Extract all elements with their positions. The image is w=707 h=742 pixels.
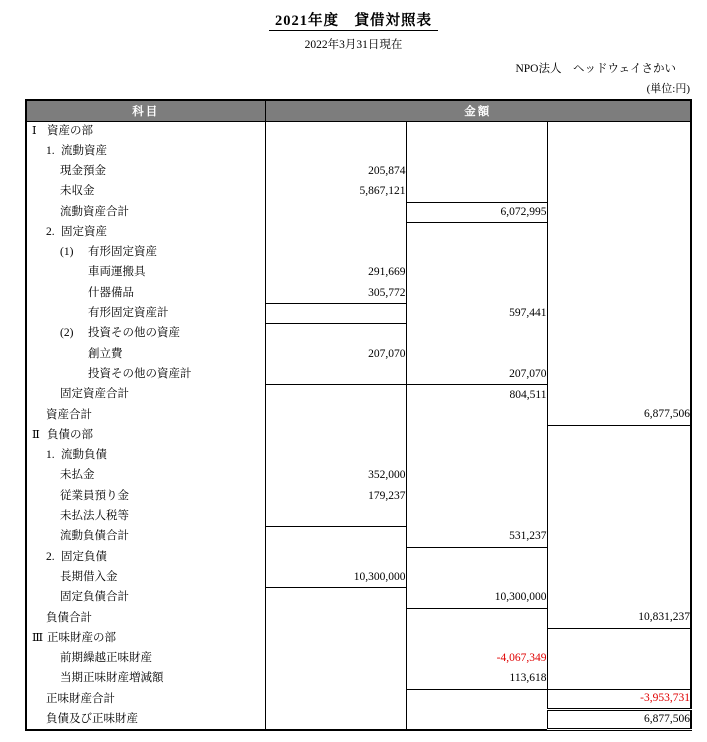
amount-cell-c4 <box>547 344 691 364</box>
organization-name: NPO法人 ヘッドウェイさかい <box>515 63 676 75</box>
account-label-cell <box>26 162 265 182</box>
account-label-cell <box>26 324 265 344</box>
table-body <box>26 121 691 730</box>
row-marker: 2. <box>46 550 55 563</box>
amount-value: 804,511 <box>509 388 547 401</box>
amount-cell-c2 <box>265 344 406 364</box>
account-label: 創立費 <box>88 347 123 360</box>
account-label: 投資その他の資産計 <box>88 367 192 380</box>
table-row <box>26 243 691 263</box>
account-label-cell <box>26 222 265 242</box>
amount-cell-c3 <box>406 608 547 628</box>
amount-value: 207,070 <box>368 347 406 360</box>
amount-cell-c4 <box>547 141 691 161</box>
amount-value: 205,874 <box>368 164 406 177</box>
table-row <box>26 385 691 405</box>
row-marker: Ⅱ <box>32 428 40 441</box>
account-label-cell <box>26 486 265 506</box>
amount-value: 597,441 <box>509 307 547 320</box>
table-row <box>26 486 691 506</box>
amount-value: 6,072,995 <box>500 205 547 218</box>
table-row <box>26 507 691 527</box>
table-row <box>26 446 691 466</box>
account-label: 流動負債合計 <box>60 530 129 543</box>
amount-value: 10,831,237 <box>638 611 690 624</box>
amount-cell-c4 <box>547 385 691 405</box>
account-label-cell <box>26 243 265 263</box>
amount-value: 6,877,506 <box>644 408 690 421</box>
amount-cell-c2 <box>265 507 406 527</box>
amount-cell-c2 <box>265 162 406 182</box>
amount-cell-c4 <box>547 222 691 242</box>
column-header-amount: 金額 <box>265 100 691 121</box>
amount-cell-c2 <box>265 385 406 405</box>
account-label: 固定負債 <box>61 550 107 563</box>
amount-cell-c4 <box>547 527 691 547</box>
row-marker: 1. <box>46 449 55 462</box>
table-row <box>26 608 691 628</box>
amount-cell-c3 <box>406 141 547 161</box>
account-label: 負債及び正味財産 <box>46 712 138 725</box>
unit-label: (単位:円) <box>646 83 690 95</box>
amount-cell-c2 <box>265 649 406 669</box>
account-label-cell <box>26 608 265 628</box>
account-label: 流動資産 <box>61 144 107 157</box>
account-label-cell <box>26 507 265 527</box>
account-label: 従業員預り金 <box>60 489 129 502</box>
amount-cell-c4 <box>547 304 691 324</box>
amount-value: 10,300,000 <box>353 570 406 583</box>
account-label-cell <box>26 283 265 303</box>
table-row <box>26 405 691 425</box>
amount-value: -4,067,349 <box>496 652 547 665</box>
account-label-cell <box>26 527 265 547</box>
account-label-cell <box>26 466 265 486</box>
account-label: 投資その他の資産 <box>88 327 180 340</box>
account-label-cell <box>26 588 265 608</box>
account-label: 資産合計 <box>46 408 92 421</box>
amount-cell-c2 <box>265 182 406 202</box>
table-row <box>26 365 691 385</box>
amount-value: -3,953,731 <box>640 692 690 705</box>
row-marker: 1. <box>46 144 55 157</box>
amount-cell-c2 <box>265 222 406 242</box>
amount-cell-c3 <box>406 527 547 547</box>
amount-cell-c3 <box>406 162 547 182</box>
amount-cell-c2 <box>265 243 406 263</box>
account-label-cell <box>26 547 265 567</box>
amount-value: 179,237 <box>368 489 406 502</box>
amount-cell-c2 <box>265 202 406 222</box>
amount-cell-c2 <box>265 446 406 466</box>
amount-cell-c2 <box>265 568 406 588</box>
amount-cell-c3 <box>406 588 547 608</box>
amount-cell-c4 <box>547 486 691 506</box>
table-row <box>26 182 691 202</box>
account-label: 現金預金 <box>60 164 106 177</box>
table-row <box>26 547 691 567</box>
account-label-cell <box>26 405 265 425</box>
account-label: 資産の部 <box>47 124 93 137</box>
amount-cell-c4 <box>547 283 691 303</box>
table-row <box>26 283 691 303</box>
amount-cell-c3 <box>406 710 547 730</box>
account-label-cell <box>26 710 265 730</box>
amount-value: 531,237 <box>509 530 547 543</box>
amount-cell-c4 <box>547 405 691 425</box>
amount-cell-c4 <box>547 425 691 445</box>
amount-value: 6,877,506 <box>644 713 690 725</box>
amount-cell-c3 <box>406 182 547 202</box>
amount-cell-c2 <box>265 365 406 385</box>
account-label: 正味財産合計 <box>46 692 115 705</box>
table-row <box>26 466 691 486</box>
account-label-cell <box>26 669 265 689</box>
table-row <box>26 121 691 141</box>
account-label: 正味財産の部 <box>47 631 116 644</box>
account-label: 流動負債 <box>61 449 107 462</box>
table-row <box>26 425 691 445</box>
amount-cell-c4 <box>547 202 691 222</box>
amount-value: 5,867,121 <box>359 185 406 198</box>
row-marker: Ⅰ <box>32 124 37 137</box>
amount-cell-c4 <box>547 365 691 385</box>
amount-cell-c2 <box>265 304 406 324</box>
table-row <box>26 304 691 324</box>
account-label-cell <box>26 304 265 324</box>
amount-cell-c2 <box>265 486 406 506</box>
amount-value: 305,772 <box>368 286 406 299</box>
amount-cell-c3 <box>406 466 547 486</box>
amount-cell-c3 <box>406 365 547 385</box>
row-marker: 2. <box>46 225 55 238</box>
amount-cell-c4 <box>547 568 691 588</box>
amount-value: 352,000 <box>368 469 406 482</box>
account-label: 固定資産 <box>61 225 107 238</box>
amount-cell-c4 <box>547 243 691 263</box>
table-header-row <box>26 100 691 121</box>
amount-cell-c3 <box>406 222 547 242</box>
amount-cell-c2 <box>265 121 406 141</box>
account-label-cell <box>26 649 265 669</box>
amount-cell-c3 <box>406 425 547 445</box>
amount-cell-c3 <box>406 568 547 588</box>
amount-cell-c4 <box>547 162 691 182</box>
amount-cell-c2 <box>265 283 406 303</box>
amount-cell-c4 <box>547 324 691 344</box>
amount-cell-c2 <box>265 263 406 283</box>
amount-cell-c4 <box>547 263 691 283</box>
amount-cell-c2 <box>265 324 406 344</box>
amount-cell-c3 <box>406 243 547 263</box>
account-label: 未払法人税等 <box>60 510 129 523</box>
amount-cell-c3 <box>406 385 547 405</box>
amount-value: 291,669 <box>368 266 406 279</box>
table-row <box>26 689 691 709</box>
amount-cell-c4 <box>547 628 691 648</box>
account-label-cell <box>26 202 265 222</box>
table-row <box>26 263 691 283</box>
amount-cell-c4 <box>547 121 691 141</box>
account-label-cell <box>26 121 265 141</box>
amount-cell-c2 <box>265 547 406 567</box>
amount-cell-c2 <box>265 405 406 425</box>
column-header-subject: 科目 <box>26 100 265 121</box>
account-label: 流動資産合計 <box>60 205 129 218</box>
account-label-cell <box>26 344 265 364</box>
amount-cell-c4 <box>547 446 691 466</box>
amount-cell-c3 <box>406 304 547 324</box>
amount-cell-c3 <box>406 628 547 648</box>
table-row <box>26 669 691 689</box>
amount-cell-c3 <box>406 547 547 567</box>
amount-cell-c3 <box>406 669 547 689</box>
amount-cell-c4 <box>547 649 691 669</box>
amount-cell-c3 <box>406 507 547 527</box>
amount-cell-c4 <box>547 710 691 730</box>
amount-cell-c2 <box>265 628 406 648</box>
account-label-cell <box>26 263 265 283</box>
amount-cell-c2 <box>265 141 406 161</box>
account-label: 未収金 <box>60 185 95 198</box>
amount-cell-c4 <box>547 588 691 608</box>
amount-cell-c3 <box>406 344 547 364</box>
table-row <box>26 588 691 608</box>
account-label-cell <box>26 365 265 385</box>
account-label: 有形固定資産計 <box>88 307 169 320</box>
amount-cell-c3 <box>406 689 547 709</box>
amount-cell-c4 <box>547 547 691 567</box>
table-row <box>26 628 691 648</box>
account-label: 長期借入金 <box>60 570 118 583</box>
amount-value: 10,300,000 <box>494 590 547 603</box>
amount-cell-c4 <box>547 182 691 202</box>
account-label-cell <box>26 628 265 648</box>
account-label: 負債合計 <box>46 611 92 624</box>
table-row <box>26 162 691 182</box>
account-label: 未払金 <box>60 469 95 482</box>
table-row <box>26 649 691 669</box>
amount-cell-c4 <box>547 689 691 709</box>
balance-sheet-table <box>25 99 692 731</box>
amount-cell-c3 <box>406 283 547 303</box>
amount-cell-c2 <box>265 710 406 730</box>
amount-cell-c2 <box>265 527 406 547</box>
table-row <box>26 527 691 547</box>
row-marker: (1) <box>60 246 74 259</box>
account-label: 有形固定資産 <box>88 246 157 259</box>
amount-cell-c2 <box>265 588 406 608</box>
amount-cell-c4 <box>547 669 691 689</box>
amount-cell-c3 <box>406 263 547 283</box>
amount-cell-c2 <box>265 669 406 689</box>
amount-cell-c4 <box>547 608 691 628</box>
amount-cell-c3 <box>406 121 547 141</box>
table-row <box>26 222 691 242</box>
table-row <box>26 324 691 344</box>
amount-value: 207,070 <box>509 367 547 380</box>
account-label: 固定負債合計 <box>60 591 129 604</box>
table-row <box>26 710 691 730</box>
amount-cell-c4 <box>547 466 691 486</box>
table-row <box>26 141 691 161</box>
account-label-cell <box>26 689 265 709</box>
amount-cell-c2 <box>265 466 406 486</box>
table-row <box>26 568 691 588</box>
account-label: 固定資産合計 <box>60 388 129 401</box>
row-marker: (2) <box>60 327 74 340</box>
amount-cell-c4 <box>547 507 691 527</box>
account-label: 車両運搬具 <box>88 266 146 279</box>
amount-cell-c3 <box>406 324 547 344</box>
amount-cell-c3 <box>406 405 547 425</box>
amount-value: 113,618 <box>509 672 547 685</box>
account-label-cell <box>26 182 265 202</box>
account-label-cell <box>26 446 265 466</box>
amount-cell-c2 <box>265 425 406 445</box>
amount-cell-c3 <box>406 202 547 222</box>
account-label: 什器備品 <box>88 286 134 299</box>
amount-cell-c3 <box>406 446 547 466</box>
row-marker: Ⅲ <box>32 631 44 644</box>
account-label: 前期繰越正味財産 <box>60 652 152 665</box>
account-label: 当期正味財産増減額 <box>60 672 164 685</box>
account-label-cell <box>26 425 265 445</box>
account-label-cell <box>26 568 265 588</box>
account-label: 負債の部 <box>47 428 93 441</box>
report-date: 2022年3月31日現在 <box>304 39 403 51</box>
amount-cell-c3 <box>406 649 547 669</box>
table-row <box>26 344 691 364</box>
account-label-cell <box>26 141 265 161</box>
report-title: 2021年度 貸借対照表 <box>0 0 707 30</box>
amount-cell-c2 <box>265 608 406 628</box>
amount-cell-c2 <box>265 689 406 709</box>
amount-cell-c3 <box>406 486 547 506</box>
table-row <box>26 202 691 222</box>
account-label-cell <box>26 385 265 405</box>
